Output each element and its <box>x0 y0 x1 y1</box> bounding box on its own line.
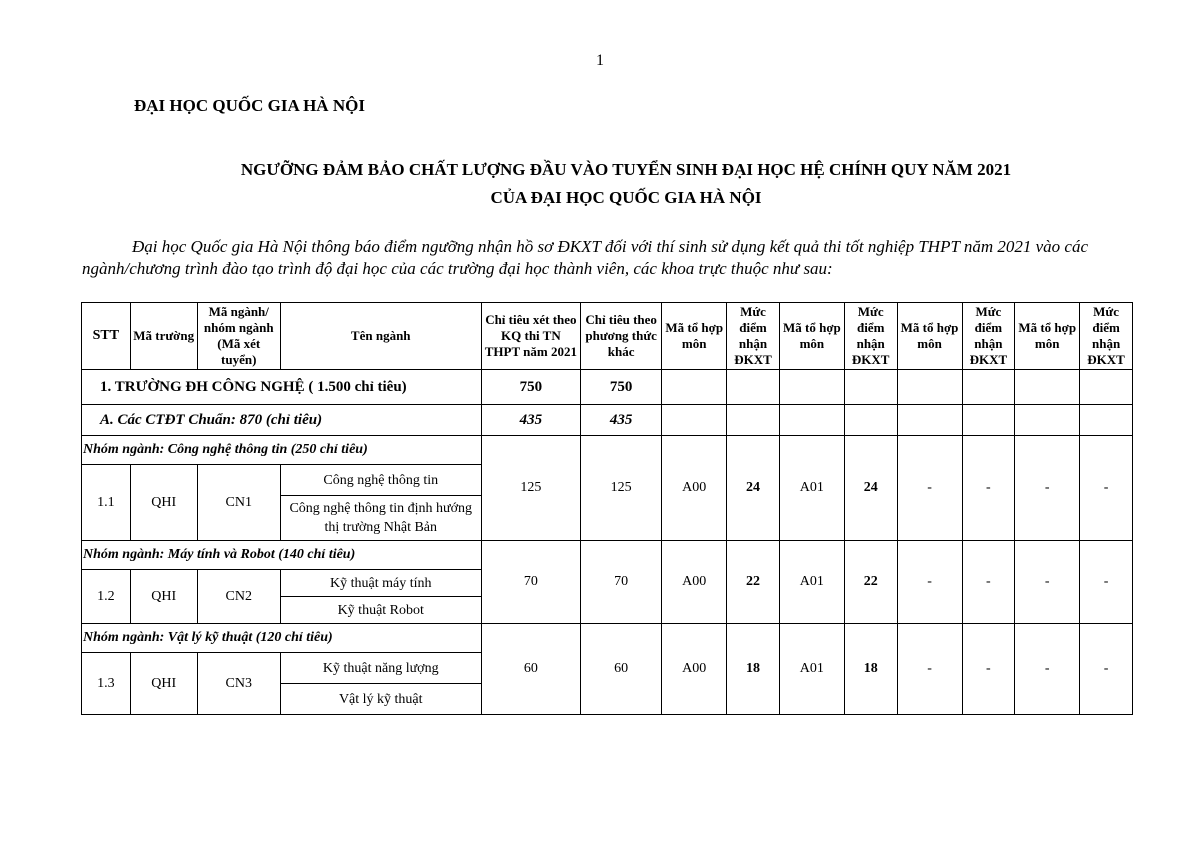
major-code-cell: CN2 <box>197 570 280 624</box>
score-1-cell: 18 <box>727 624 780 715</box>
school-code-cell: QHI <box>130 465 197 541</box>
header-combo-1: Mã tổ hợp môn <box>662 303 727 370</box>
combo-3-cell: - <box>897 541 962 624</box>
quota-thpt-cell: 70 <box>481 541 580 624</box>
table-header-row <box>82 303 1133 370</box>
combo-3-cell: - <box>897 624 962 715</box>
header-score-1: Mức điểm nhận ĐKXT <box>727 303 780 370</box>
group-name: Nhóm ngành: Công nghệ thông tin (250 chỉ tiêu) <box>82 436 482 465</box>
score-3-cell: - <box>962 624 1015 715</box>
header-combo-4: Mã tổ hợp môn <box>1015 303 1080 370</box>
header-stt: STT <box>82 303 131 370</box>
school-name: 1. TRƯỜNG ĐH CÔNG NGHỆ ( 1.500 chỉ tiêu) <box>82 370 482 405</box>
header-major-name: Tên ngành <box>280 303 481 370</box>
header-score-2: Mức điểm nhận ĐKXT <box>844 303 897 370</box>
admission-threshold-table <box>81 302 1133 715</box>
school-code-cell: QHI <box>130 570 197 624</box>
school-code-cell: QHI <box>130 653 197 715</box>
table-row <box>82 541 1133 570</box>
program-name: Vật lý kỹ thuật <box>280 684 481 715</box>
subgroup-row <box>82 405 1133 436</box>
table-row <box>82 624 1133 653</box>
score-1-cell: 22 <box>727 541 780 624</box>
document-title-line-1: NGƯỠNG ĐẢM BẢO CHẤT LƯỢNG ĐẦU VÀO TUYỂN SINH ĐẠI HỌC HỆ CHÍNH QUY NĂM 2021 <box>240 160 1012 179</box>
school-row <box>82 370 1133 405</box>
subgroup-name: A. Các CTĐT Chuẩn: 870 (chỉ tiêu) <box>82 405 482 436</box>
program-name: Công nghệ thông tin <box>280 465 481 496</box>
school-quota-thpt: 750 <box>481 370 580 405</box>
score-1-cell: 24 <box>727 436 780 541</box>
quota-other-cell: 60 <box>581 624 662 715</box>
score-2-cell: 24 <box>844 436 897 541</box>
quota-other-cell: 125 <box>581 436 662 541</box>
school-quota-other: 750 <box>581 370 662 405</box>
quota-other-cell: 70 <box>581 541 662 624</box>
stt-cell: 1.3 <box>82 653 131 715</box>
combo-2-cell: A01 <box>779 541 844 624</box>
group-name: Nhóm ngành: Vật lý kỹ thuật (120 chỉ tiêu) <box>82 624 482 653</box>
organization-name: ĐẠI HỌC QUỐC GIA HÀ NỘI <box>134 96 365 115</box>
combo-1-cell: A00 <box>662 541 727 624</box>
group-name: Nhóm ngành: Máy tính và Robot (140 chỉ tiêu) <box>82 541 482 570</box>
program-name: Kỹ thuật Robot <box>280 597 481 624</box>
header-combo-2: Mã tổ hợp môn <box>779 303 844 370</box>
major-code-cell: CN1 <box>197 465 280 541</box>
score-4-cell: - <box>1080 624 1133 715</box>
header-major-code: Mã ngành/ nhóm ngành (Mã xét tuyển) <box>197 303 280 370</box>
combo-3-cell: - <box>897 436 962 541</box>
quota-thpt-cell: 60 <box>481 624 580 715</box>
subgroup-quota-thpt: 435 <box>481 405 580 436</box>
stt-cell: 1.2 <box>82 570 131 624</box>
major-code-cell: CN3 <box>197 653 280 715</box>
header-quota-thpt: Chỉ tiêu xét theo KQ thi TN THPT năm 2021 <box>481 303 580 370</box>
combo-4-cell: - <box>1015 436 1080 541</box>
header-score-4: Mức điểm nhận ĐKXT <box>1080 303 1133 370</box>
program-name: Kỹ thuật năng lượng <box>280 653 481 684</box>
program-name: Công nghệ thông tin định hướng thị trường Nhật Bản <box>280 496 481 541</box>
header-combo-3: Mã tổ hợp môn <box>897 303 962 370</box>
header-quota-other: Chỉ tiêu theo phương thức khác <box>581 303 662 370</box>
subgroup-quota-other: 435 <box>581 405 662 436</box>
page-number: 1 <box>596 52 604 69</box>
combo-2-cell: A01 <box>779 436 844 541</box>
stt-cell: 1.1 <box>82 465 131 541</box>
score-3-cell: - <box>962 436 1015 541</box>
intro-paragraph: Đại học Quốc gia Hà Nội thông báo điểm ngưỡng nhận hồ sơ ĐKXT đối với thí sinh sử dụng kết quả thi tốt nghiệp THPT năm 2021 vào các ngành/chương trình đào tạo trình độ đại học của các trường đại học thành viên, các khoa trực thuộc như sau: <box>82 237 1089 278</box>
combo-1-cell: A00 <box>662 436 727 541</box>
table-row <box>82 436 1133 465</box>
score-2-cell: 18 <box>844 624 897 715</box>
document-title-line-2: CỦA ĐẠI HỌC QUỐC GIA HÀ NỘI <box>490 188 762 207</box>
combo-4-cell: - <box>1015 541 1080 624</box>
combo-2-cell: A01 <box>779 624 844 715</box>
score-3-cell: - <box>962 541 1015 624</box>
combo-1-cell: A00 <box>662 624 727 715</box>
header-score-3: Mức điểm nhận ĐKXT <box>962 303 1015 370</box>
score-2-cell: 22 <box>844 541 897 624</box>
program-name: Kỹ thuật máy tính <box>280 570 481 597</box>
header-school-code: Mã trường <box>130 303 197 370</box>
quota-thpt-cell: 125 <box>481 436 580 541</box>
score-4-cell: - <box>1080 436 1133 541</box>
combo-4-cell: - <box>1015 624 1080 715</box>
score-4-cell: - <box>1080 541 1133 624</box>
